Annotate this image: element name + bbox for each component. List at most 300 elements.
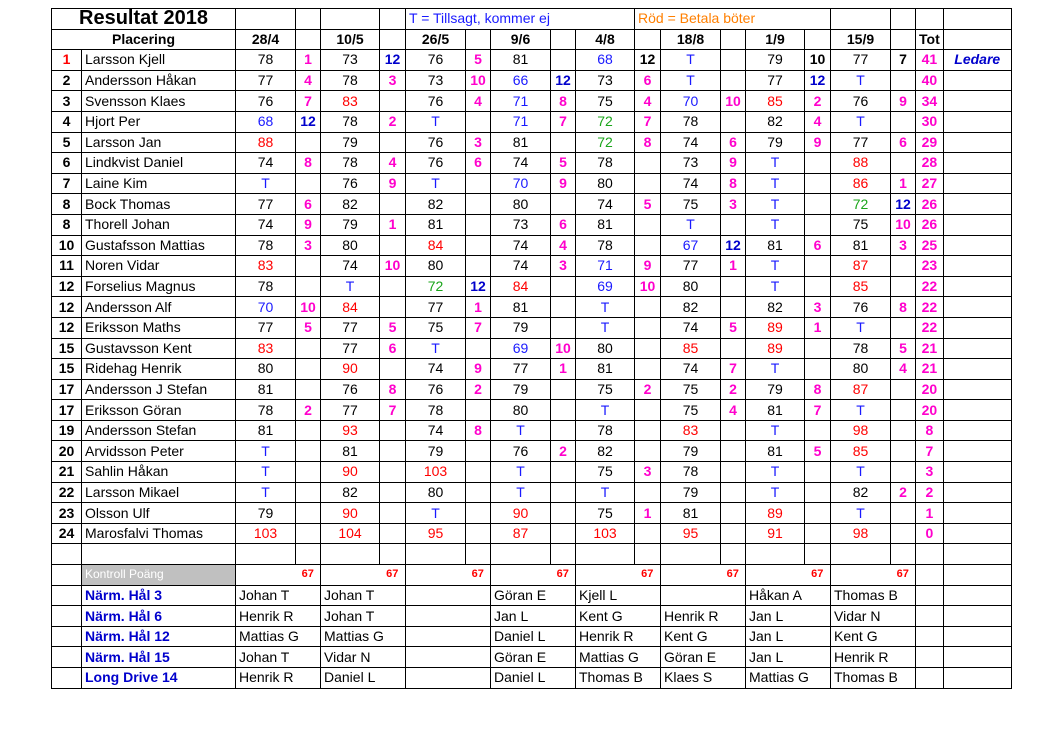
round-points: 7 bbox=[551, 111, 576, 132]
round-score: 78 bbox=[236, 235, 296, 256]
round-points bbox=[721, 338, 746, 359]
round-points: 8 bbox=[721, 173, 746, 194]
round-points bbox=[635, 420, 661, 441]
header-tot: Tot bbox=[916, 29, 944, 50]
player-row bbox=[52, 297, 1012, 318]
round-points bbox=[551, 194, 576, 215]
round-score: 75 bbox=[661, 379, 721, 400]
round-points bbox=[296, 132, 321, 153]
round-points bbox=[721, 297, 746, 318]
round-score: T bbox=[491, 462, 551, 483]
round-score: 76 bbox=[406, 379, 466, 400]
header-row bbox=[52, 29, 1012, 50]
round-score: 77 bbox=[661, 256, 721, 277]
round-points bbox=[635, 297, 661, 318]
round-points bbox=[380, 441, 406, 462]
round-score: 80 bbox=[321, 235, 380, 256]
round-score: 75 bbox=[576, 503, 635, 524]
round-points: 10 bbox=[891, 214, 916, 235]
player-position: 17 bbox=[52, 379, 82, 400]
round-score: T bbox=[746, 153, 805, 174]
round-points bbox=[721, 482, 746, 503]
prize-winner: Mattias G bbox=[746, 668, 831, 689]
header-date: 4/8 bbox=[576, 29, 635, 50]
round-score: 67 bbox=[661, 235, 721, 256]
round-points bbox=[380, 91, 406, 112]
round-points: 7 bbox=[721, 359, 746, 380]
round-score: T bbox=[576, 297, 635, 318]
round-score: 74 bbox=[406, 420, 466, 441]
round-points: 4 bbox=[380, 153, 406, 174]
kontroll-value: 67 bbox=[466, 565, 491, 586]
player-name: Bock Thomas bbox=[82, 194, 236, 215]
player-total: 21 bbox=[916, 359, 944, 380]
player-position: 23 bbox=[52, 503, 82, 524]
player-position: 12 bbox=[52, 297, 82, 318]
round-points: 10 bbox=[721, 91, 746, 112]
round-score: T bbox=[831, 317, 891, 338]
round-score: 81 bbox=[491, 297, 551, 318]
round-points bbox=[805, 173, 831, 194]
round-points: 10 bbox=[380, 256, 406, 277]
round-score: T bbox=[746, 256, 805, 277]
round-points bbox=[551, 523, 576, 544]
kontroll-row bbox=[52, 565, 1012, 586]
player-position: 10 bbox=[52, 235, 82, 256]
player-name: Andersson Stefan bbox=[82, 420, 236, 441]
round-score: 75 bbox=[406, 317, 466, 338]
round-points bbox=[296, 256, 321, 277]
player-total: 22 bbox=[916, 297, 944, 318]
prize-winner: Jan L bbox=[746, 606, 831, 627]
round-score: 86 bbox=[831, 173, 891, 194]
round-points bbox=[635, 153, 661, 174]
round-score: 78 bbox=[236, 276, 296, 297]
round-score: 80 bbox=[406, 256, 466, 277]
player-row bbox=[52, 214, 1012, 235]
round-score: 84 bbox=[491, 276, 551, 297]
round-points bbox=[721, 50, 746, 71]
player-position: 8 bbox=[52, 194, 82, 215]
player-total: 40 bbox=[916, 70, 944, 91]
round-points bbox=[635, 235, 661, 256]
leader-note: Ledare bbox=[943, 50, 1011, 71]
prize-winner bbox=[406, 626, 491, 647]
round-points bbox=[296, 379, 321, 400]
round-points bbox=[805, 523, 831, 544]
round-score: 80 bbox=[661, 276, 721, 297]
player-total: 7 bbox=[916, 441, 944, 462]
round-points bbox=[891, 420, 916, 441]
prize-winner: Daniel L bbox=[491, 668, 576, 689]
player-position: 4 bbox=[52, 111, 82, 132]
round-points: 8 bbox=[296, 153, 321, 174]
prize-winner: Henrik R bbox=[236, 606, 321, 627]
kontroll-value: 67 bbox=[635, 565, 661, 586]
round-score: 83 bbox=[321, 91, 380, 112]
round-score: 78 bbox=[576, 235, 635, 256]
player-row bbox=[52, 111, 1012, 132]
round-score: 81 bbox=[236, 420, 296, 441]
round-score: 80 bbox=[236, 359, 296, 380]
round-score: T bbox=[831, 400, 891, 421]
player-name: Noren Vidar bbox=[82, 256, 236, 277]
round-score: 78 bbox=[406, 400, 466, 421]
round-points bbox=[891, 462, 916, 483]
player-name: Lindkvist Daniel bbox=[82, 153, 236, 174]
round-points bbox=[635, 359, 661, 380]
prize-row bbox=[52, 626, 1012, 647]
player-row bbox=[52, 420, 1012, 441]
player-row bbox=[52, 317, 1012, 338]
round-score: T bbox=[831, 462, 891, 483]
round-score: 74 bbox=[406, 359, 466, 380]
round-score: 81 bbox=[576, 214, 635, 235]
prize-winner: Kent G bbox=[831, 626, 916, 647]
sheet-title: Resultat 2018 bbox=[52, 9, 236, 30]
player-position: 19 bbox=[52, 420, 82, 441]
round-score: 78 bbox=[321, 111, 380, 132]
round-points: 5 bbox=[891, 338, 916, 359]
player-name: Andersson Alf bbox=[82, 297, 236, 318]
round-score: 75 bbox=[661, 400, 721, 421]
round-score: 78 bbox=[321, 153, 380, 174]
prize-winner: Henrik R bbox=[576, 626, 661, 647]
player-name: Larsson Mikael bbox=[82, 482, 236, 503]
round-points bbox=[805, 338, 831, 359]
player-total: 1 bbox=[916, 503, 944, 524]
round-score: T bbox=[491, 420, 551, 441]
round-points: 5 bbox=[466, 50, 491, 71]
round-points bbox=[635, 173, 661, 194]
round-points bbox=[380, 523, 406, 544]
round-points: 1 bbox=[466, 297, 491, 318]
round-score: 103 bbox=[236, 523, 296, 544]
round-score: 74 bbox=[491, 153, 551, 174]
round-score: 68 bbox=[236, 111, 296, 132]
round-points: 6 bbox=[635, 70, 661, 91]
round-points bbox=[380, 132, 406, 153]
player-total: 34 bbox=[916, 91, 944, 112]
round-score: T bbox=[406, 111, 466, 132]
round-points bbox=[380, 503, 406, 524]
player-total: 2 bbox=[916, 482, 944, 503]
prize-winner: Thomas B bbox=[831, 668, 916, 689]
round-score: T bbox=[661, 70, 721, 91]
player-total: 20 bbox=[916, 379, 944, 400]
round-score: 81 bbox=[491, 132, 551, 153]
round-score: 71 bbox=[491, 111, 551, 132]
round-points bbox=[551, 482, 576, 503]
player-position: 1 bbox=[52, 50, 82, 71]
round-score: 83 bbox=[236, 256, 296, 277]
round-score: T bbox=[321, 276, 380, 297]
round-score: 79 bbox=[321, 132, 380, 153]
prize-winner: Henrik R bbox=[236, 668, 321, 689]
round-score: 81 bbox=[576, 359, 635, 380]
round-points bbox=[891, 276, 916, 297]
round-points bbox=[891, 441, 916, 462]
round-points bbox=[551, 503, 576, 524]
round-points bbox=[466, 462, 491, 483]
player-name: Hjort Per bbox=[82, 111, 236, 132]
round-score: 79 bbox=[406, 441, 466, 462]
round-points: 1 bbox=[380, 214, 406, 235]
round-score: 77 bbox=[491, 359, 551, 380]
round-points: 1 bbox=[551, 359, 576, 380]
round-score: 78 bbox=[236, 50, 296, 71]
player-name: Laine Kim bbox=[82, 173, 236, 194]
round-score: T bbox=[236, 173, 296, 194]
round-points: 3 bbox=[805, 297, 831, 318]
round-score: 71 bbox=[491, 91, 551, 112]
round-points bbox=[551, 132, 576, 153]
round-points: 6 bbox=[805, 235, 831, 256]
round-points: 1 bbox=[891, 173, 916, 194]
player-name: Forselius Magnus bbox=[82, 276, 236, 297]
round-points: 2 bbox=[635, 379, 661, 400]
round-points bbox=[721, 441, 746, 462]
round-points bbox=[721, 420, 746, 441]
round-score: 74 bbox=[661, 359, 721, 380]
prize-winner: Mattias G bbox=[321, 626, 406, 647]
round-points bbox=[805, 194, 831, 215]
round-score: 77 bbox=[321, 317, 380, 338]
round-points: 3 bbox=[551, 256, 576, 277]
player-name: Andersson J Stefan bbox=[82, 379, 236, 400]
round-points: 5 bbox=[551, 153, 576, 174]
prize-winner: Vidar N bbox=[831, 606, 916, 627]
round-points: 10 bbox=[466, 70, 491, 91]
round-score: 90 bbox=[321, 462, 380, 483]
round-score: 70 bbox=[236, 297, 296, 318]
round-score: T bbox=[406, 173, 466, 194]
player-row bbox=[52, 235, 1012, 256]
round-score: 77 bbox=[746, 70, 805, 91]
kontroll-value: 67 bbox=[296, 565, 321, 586]
player-row bbox=[52, 359, 1012, 380]
round-score: 73 bbox=[491, 214, 551, 235]
round-points: 4 bbox=[296, 70, 321, 91]
player-total: 29 bbox=[916, 132, 944, 153]
header-date: 18/8 bbox=[661, 29, 721, 50]
header-date: 9/6 bbox=[491, 29, 551, 50]
round-score: 79 bbox=[746, 50, 805, 71]
player-row bbox=[52, 482, 1012, 503]
round-points: 5 bbox=[635, 194, 661, 215]
round-points: 1 bbox=[635, 503, 661, 524]
round-points bbox=[466, 441, 491, 462]
spacer-row bbox=[52, 544, 1012, 565]
round-points bbox=[635, 523, 661, 544]
round-score: 85 bbox=[831, 276, 891, 297]
round-score: T bbox=[576, 482, 635, 503]
round-score: 79 bbox=[746, 379, 805, 400]
prize-row bbox=[52, 668, 1012, 689]
prize-winner: Johan T bbox=[321, 606, 406, 627]
round-score: 74 bbox=[236, 153, 296, 174]
round-points bbox=[380, 462, 406, 483]
round-points: 12 bbox=[380, 50, 406, 71]
round-points: 3 bbox=[891, 235, 916, 256]
player-name: Eriksson Göran bbox=[82, 400, 236, 421]
round-score: 66 bbox=[491, 70, 551, 91]
round-score: 81 bbox=[746, 441, 805, 462]
round-points: 2 bbox=[721, 379, 746, 400]
round-points: 5 bbox=[380, 317, 406, 338]
round-points: 3 bbox=[380, 70, 406, 91]
round-score: 77 bbox=[406, 297, 466, 318]
header-date: 1/9 bbox=[746, 29, 805, 50]
round-score: 84 bbox=[321, 297, 380, 318]
round-points: 3 bbox=[466, 132, 491, 153]
round-points: 3 bbox=[635, 462, 661, 483]
player-row bbox=[52, 91, 1012, 112]
round-points: 10 bbox=[635, 276, 661, 297]
round-points bbox=[296, 523, 321, 544]
round-score: 89 bbox=[746, 317, 805, 338]
round-points bbox=[466, 482, 491, 503]
player-name: Arvidsson Peter bbox=[82, 441, 236, 462]
round-score: 95 bbox=[661, 523, 721, 544]
round-points bbox=[891, 379, 916, 400]
round-score: 73 bbox=[576, 70, 635, 91]
player-name: Gustafsson Mattias bbox=[82, 235, 236, 256]
round-points bbox=[635, 317, 661, 338]
round-score: 69 bbox=[491, 338, 551, 359]
round-score: 85 bbox=[746, 91, 805, 112]
prize-winner: Henrik R bbox=[831, 647, 916, 668]
player-name: Olsson Ulf bbox=[82, 503, 236, 524]
round-score: T bbox=[236, 482, 296, 503]
round-score: 98 bbox=[831, 523, 891, 544]
round-points bbox=[466, 235, 491, 256]
player-name: Marosfalvi Thomas bbox=[82, 523, 236, 544]
round-score: 81 bbox=[746, 235, 805, 256]
round-points bbox=[635, 482, 661, 503]
round-score: 77 bbox=[321, 400, 380, 421]
round-score: 77 bbox=[236, 194, 296, 215]
round-score: 90 bbox=[491, 503, 551, 524]
round-score: 75 bbox=[661, 194, 721, 215]
round-points: 9 bbox=[635, 256, 661, 277]
round-points: 12 bbox=[466, 276, 491, 297]
round-points bbox=[296, 441, 321, 462]
player-total: 21 bbox=[916, 338, 944, 359]
round-points bbox=[891, 317, 916, 338]
round-points: 2 bbox=[380, 111, 406, 132]
round-points bbox=[296, 462, 321, 483]
round-score: 77 bbox=[321, 338, 380, 359]
round-points bbox=[380, 235, 406, 256]
prize-label: Närm. Hål 12 bbox=[82, 626, 236, 647]
kontroll-value: 67 bbox=[891, 565, 916, 586]
round-points: 6 bbox=[466, 153, 491, 174]
player-row bbox=[52, 441, 1012, 462]
round-points bbox=[551, 317, 576, 338]
round-points: 6 bbox=[721, 132, 746, 153]
player-row bbox=[52, 379, 1012, 400]
prize-row bbox=[52, 585, 1012, 606]
round-points bbox=[466, 523, 491, 544]
round-score: 103 bbox=[406, 462, 466, 483]
round-score: 74 bbox=[491, 235, 551, 256]
round-score: 84 bbox=[406, 235, 466, 256]
prize-winner: Johan T bbox=[236, 647, 321, 668]
round-score: T bbox=[831, 503, 891, 524]
round-points: 8 bbox=[466, 420, 491, 441]
round-points bbox=[721, 503, 746, 524]
player-position: 22 bbox=[52, 482, 82, 503]
results-sheet bbox=[51, 8, 1012, 689]
round-points bbox=[805, 462, 831, 483]
player-position: 15 bbox=[52, 338, 82, 359]
round-score: 87 bbox=[491, 523, 551, 544]
header-date: 15/9 bbox=[831, 29, 891, 50]
round-score: 69 bbox=[576, 276, 635, 297]
round-score: 72 bbox=[406, 276, 466, 297]
round-score: T bbox=[746, 173, 805, 194]
player-total: 41 bbox=[916, 50, 944, 71]
round-points bbox=[466, 194, 491, 215]
player-position: 2 bbox=[52, 70, 82, 91]
player-position: 11 bbox=[52, 256, 82, 277]
player-total: 30 bbox=[916, 111, 944, 132]
player-position: 20 bbox=[52, 441, 82, 462]
player-total: 3 bbox=[916, 462, 944, 483]
kontroll-value: 67 bbox=[721, 565, 746, 586]
kontroll-value: 67 bbox=[805, 565, 831, 586]
player-row bbox=[52, 276, 1012, 297]
round-score: 72 bbox=[576, 111, 635, 132]
round-score: 82 bbox=[406, 194, 466, 215]
header-date: 26/5 bbox=[406, 29, 466, 50]
round-score: 80 bbox=[491, 194, 551, 215]
round-points bbox=[380, 482, 406, 503]
round-points bbox=[891, 111, 916, 132]
player-name: Svensson Klaes bbox=[82, 91, 236, 112]
round-score: 90 bbox=[321, 503, 380, 524]
round-score: T bbox=[746, 276, 805, 297]
round-points bbox=[721, 214, 746, 235]
round-score: T bbox=[236, 462, 296, 483]
round-points: 12 bbox=[296, 111, 321, 132]
kontroll-label: Kontroll Poäng bbox=[82, 565, 236, 586]
round-points bbox=[551, 276, 576, 297]
player-total: 27 bbox=[916, 173, 944, 194]
prize-winner bbox=[406, 668, 491, 689]
round-points bbox=[721, 462, 746, 483]
round-score: T bbox=[236, 441, 296, 462]
round-points bbox=[380, 194, 406, 215]
round-score: 78 bbox=[321, 70, 380, 91]
round-score: 77 bbox=[831, 50, 891, 71]
round-score: 74 bbox=[576, 194, 635, 215]
round-score: 72 bbox=[831, 194, 891, 215]
round-points: 2 bbox=[891, 482, 916, 503]
round-score: 78 bbox=[661, 111, 721, 132]
round-score: T bbox=[746, 462, 805, 483]
round-points: 5 bbox=[296, 317, 321, 338]
round-score: 85 bbox=[831, 441, 891, 462]
round-score: 79 bbox=[491, 317, 551, 338]
round-score: T bbox=[406, 503, 466, 524]
prize-winner: Daniel L bbox=[321, 668, 406, 689]
round-score: 77 bbox=[236, 317, 296, 338]
player-total: 26 bbox=[916, 194, 944, 215]
prize-winner bbox=[661, 585, 746, 606]
round-points: 7 bbox=[380, 400, 406, 421]
